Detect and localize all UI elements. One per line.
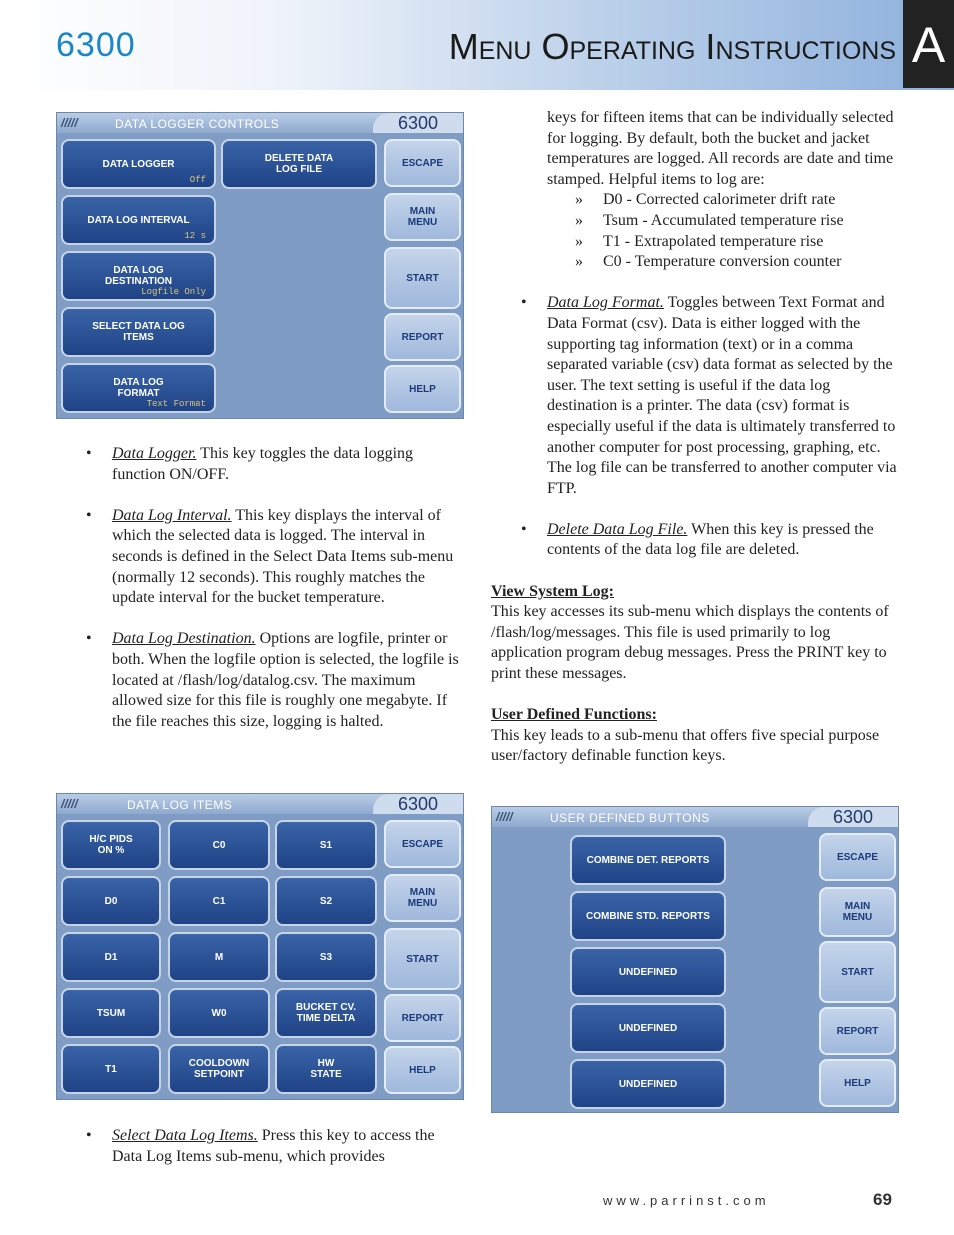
bullet-data-log-interval: • Data Log Interval. This key displays the interval of which the selected data is logged. The interval in seconds is defined in the Select Data Items sub-menu (normally 12 seconds). This roughly matches the update interval for the bucket temperature. [86,506,454,607]
main-menu-button[interactable]: MAIN MENU [384,193,461,241]
combine-std-reports-button[interactable]: COMBINE STD. REPORTS [570,891,726,941]
footer-url: www.parrinst.com [603,1193,770,1208]
log-item: » Tsum - Accumulated temperature rise [575,211,844,229]
report-button[interactable]: REPORT [384,994,461,1042]
main-menu-button[interactable]: MAIN MENU [384,874,461,922]
right-column-text [491,108,901,767]
screen-title-bar [492,807,898,827]
item-d0-button[interactable]: D0 [61,876,161,926]
item-w0-button[interactable]: W0 [168,988,270,1038]
help-button[interactable]: HELP [384,365,461,413]
data-log-destination-button[interactable]: DATA LOG DESTINATION Logfile Only [61,251,216,301]
escape-button[interactable]: ESCAPE [819,833,896,881]
item-bucket-cv-button[interactable]: BUCKET CV. TIME DELTA [275,988,377,1038]
log-item: » D0 - Corrected calorimeter drift rate [575,191,836,209]
data-log-interval-button[interactable]: DATA LOG INTERVAL 12 s [61,195,216,245]
screen-title-bar [57,113,463,133]
heading-view-system-log: View System Log: [491,582,614,600]
escape-button[interactable]: ESCAPE [384,820,461,868]
item-d1-button[interactable]: D1 [61,932,161,982]
screen-model: 6300 [808,807,898,827]
bullet-data-log-format: • Data Log Format. Toggles between Text Format and Data Format (csv). Data is either logged with the supporting tag information (text) or in a comma separated variable (csv) data format as selected by the user. The text setting is useful if the data log destination is a printer. The data (csv) format is especially useful if the data is ultimately transferred to another computer for post processing, graphing, etc. The log file can be transferred to another computer via FTP. [521,294,897,497]
left-column-text [86,444,464,732]
item-c1-button[interactable]: C1 [168,876,270,926]
select-items-continued: keys for fifteen items that can be individually selected for logging. By default, both the bucket and jacket temperatures are logged. All records are date and time stamped. Helpful items to log are: [547,109,894,188]
screen-title: DATA LOG ITEMS [127,798,233,812]
item-s2-button[interactable]: S2 [275,876,377,926]
report-button[interactable]: REPORT [384,313,461,361]
data-logger-button[interactable]: DATA LOGGER Off [61,139,216,189]
help-button[interactable]: HELP [384,1046,461,1094]
screen-title: USER DEFINED BUTTONS [550,811,710,825]
escape-button[interactable]: ESCAPE [384,139,461,187]
user-defined-functions-text: This key leads to a sub-menu that offers five special purpose user/factory definable function keys. [491,726,880,765]
user-defined-buttons-screenshot [491,806,899,1113]
data-log-format-button[interactable]: DATA LOG FORMAT Text Format [61,363,216,413]
start-button[interactable]: START [819,941,896,1003]
item-s3-button[interactable]: S3 [275,932,377,982]
heading-user-defined-functions: User Defined Functions: [491,706,657,724]
start-button[interactable]: START [384,247,461,309]
log-item: » C0 - Temperature conversion counter [575,253,842,271]
undefined-button-2[interactable]: UNDEFINED [570,1003,726,1053]
item-m-button[interactable]: M [168,932,270,982]
page-title: Menu Operating Instructions [448,26,896,67]
data-logger-controls-screenshot [56,112,464,419]
data-log-items-screenshot [56,793,464,1100]
screen-title-bar [57,794,463,814]
item-cooldown-setpoint-button[interactable]: COOLDOWN SETPOINT [168,1044,270,1094]
item-c0-button[interactable]: C0 [168,820,270,870]
combine-det-reports-button[interactable]: COMBINE DET. REPORTS [570,835,726,885]
item-tsum-button[interactable]: TSUM [61,988,161,1038]
screen-model: 6300 [373,794,463,814]
help-button[interactable]: HELP [819,1059,896,1107]
report-button[interactable]: REPORT [819,1007,896,1055]
parr-logo-icon: ///// [61,116,78,130]
item-s1-button[interactable]: S1 [275,820,377,870]
parr-logo-icon: ///// [61,797,78,811]
main-menu-button[interactable]: MAIN MENU [819,887,896,937]
start-button[interactable]: START [384,928,461,990]
delete-data-log-file-button[interactable]: DELETE DATA LOG FILE [221,139,377,189]
bullet-data-log-destination: • Data Log Destination. Options are logfile, printer or both. When the logfile option is selected, the logfile is located at /flash/log/datalog.csv. The maximum allowed size for this file is roughly one megabyte. If the file reaches this size, logging is halted. [86,630,459,730]
select-data-log-items-button[interactable]: SELECT DATA LOG ITEMS [61,307,216,357]
item-hw-state-button[interactable]: HW STATE [275,1044,377,1094]
bullet-delete-data-log-file: • Delete Data Log File. When this key is pressed the contents of the data log file are deleted. [521,520,874,559]
undefined-button-1[interactable]: UNDEFINED [570,947,726,997]
bullet-select-data-log-items: • Select Data Log Items. Press this key to access the Data Log Items sub-menu, which provides [86,1127,435,1165]
bullet-data-logger: • Data Logger. This key toggles the data logging function ON/OFF. [86,445,414,483]
screen-title: DATA LOGGER CONTROLS [115,117,280,131]
page-number: 69 [873,1190,892,1209]
left-column-text-bottom [86,1126,456,1167]
view-system-log-text: This key accesses its sub-menu which displays the contents of /flash/log/messages. This file is used primarily to log application program debug messages. Press the PRINT key to print these messages. [491,603,889,683]
item-t1-button[interactable]: T1 [61,1044,161,1094]
item-hc-pids-button[interactable]: H/C PIDS ON % [61,820,161,870]
log-item: » T1 - Extrapolated temperature rise [575,232,824,250]
model-number: 6300 [56,26,136,64]
undefined-button-3[interactable]: UNDEFINED [570,1059,726,1109]
screen-model: 6300 [373,113,463,133]
appendix-tab: A [903,0,954,88]
parr-logo-icon: ///// [496,810,513,824]
